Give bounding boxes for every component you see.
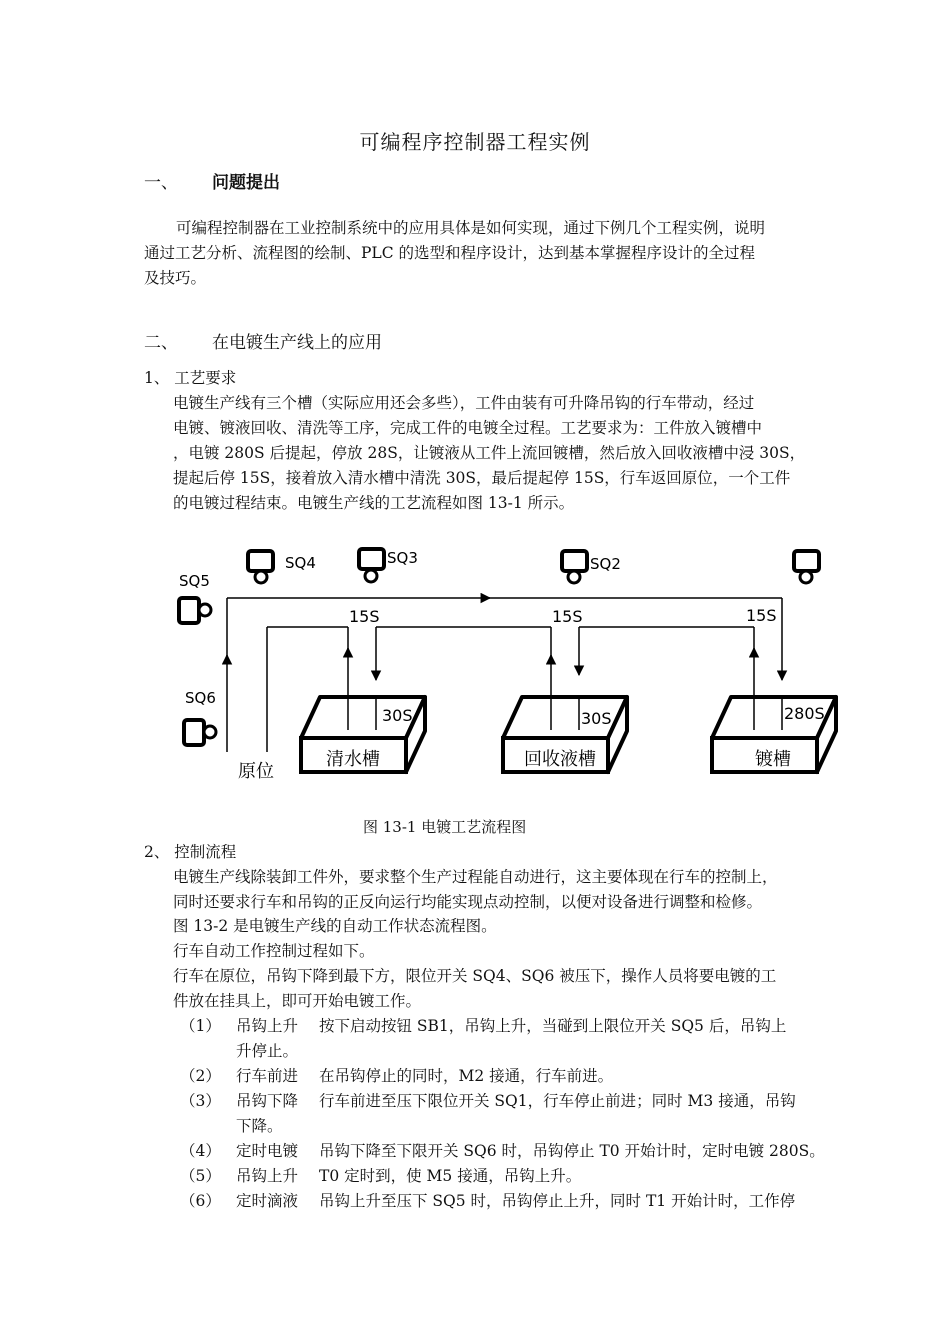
section1-heading: 问题提出 (212, 173, 280, 193)
recovery-time: 30S (581, 709, 612, 728)
plating-time: 280S (784, 704, 825, 723)
section1-number: 一、 (144, 173, 178, 193)
page-title: 可编程序控制器工程实例 (359, 130, 591, 154)
section1-line-2: 通过工艺分析、流程图的绘制、PLC 的选型和程序设计，达到基本掌握程序设计的全过程 (144, 244, 756, 262)
dwell-time-3: 15S (746, 606, 777, 625)
step-name: 行车前进 (236, 1067, 299, 1085)
origin-label: 原位 (238, 761, 274, 782)
sub1-line-4: 提起后停 15S，接着放入清水槽中清洗 30S，最后提起停 15S，行车返回原位，一个工件 (173, 469, 791, 487)
step-name: 吊钩下降 (236, 1092, 299, 1110)
sub2-line-5: 行车在原位，吊钩下降到最下方，限位开关 SQ4、SQ6 被压下，操作人员将要电镀的工 (173, 967, 777, 985)
label-sq6: SQ6 (185, 689, 216, 707)
step-description: T0 定时到，使 M5 接通，吊钩上升。 (319, 1167, 582, 1185)
step-number: （4） (180, 1142, 221, 1160)
dwell-time-2: 15S (552, 607, 583, 626)
subsection2-label: 2、 控制流程 (144, 843, 237, 861)
sub1-line-5: 的电镀过程结束。电镀生产线的工艺流程如图 13-1 所示。 (173, 494, 575, 512)
limit-switch-sq2-icon (562, 551, 587, 583)
label-sq2: SQ2 (590, 555, 621, 573)
limit-switch-sq6-icon (184, 720, 216, 745)
section2-heading: 在电镀生产线上的应用 (212, 333, 382, 353)
step-name: 定时电镀 (236, 1142, 299, 1160)
sub2-line-1: 电镀生产线除装卸工件外，要求整个生产过程能自动进行，这主要体现在行车的控制上， (173, 868, 778, 886)
label-sq4: SQ4 (285, 554, 316, 572)
step-continuation: 下降。 (236, 1117, 283, 1135)
section1-line-3: 及技巧。 (144, 269, 207, 287)
step-name: 吊钩上升 (236, 1167, 299, 1185)
limit-switch-sq3-icon (359, 549, 384, 582)
step-number: （2） (180, 1067, 221, 1085)
sub1-line-3: ，电镀 280S 后提起，停放 28S，让镀液从工件上流回镀槽，然后放入回收液槽中浸 30S， (173, 444, 806, 462)
step-number: （6） (180, 1192, 221, 1210)
step-name: 吊钩上升 (236, 1017, 299, 1035)
section1-line-1: 可编程控制器在工业控制系统中的应用具体是如何实现，通过下例几个工程实例，说明 (176, 219, 766, 237)
sub1-line-1: 电镀生产线有三个槽（实际应用还会多些），工件由装有可升降吊钩的行车带动，经过 (173, 394, 755, 412)
step-continuation: 升停止。 (236, 1042, 299, 1060)
section2-number: 二、 (144, 333, 178, 353)
limit-switch-sq1-icon (794, 551, 819, 583)
step-number: （3） (180, 1092, 221, 1110)
plating-tank-label: 镀槽 (755, 749, 791, 770)
step-description: 在吊钩停止的同时，M2 接通，行车前进。 (319, 1067, 614, 1085)
subsection1-label: 1、 工艺要求 (144, 369, 237, 387)
step-description: 按下启动按钮 SB1，吊钩上升，当碰到上限位开关 SQ5 后，吊钩上 (319, 1017, 787, 1035)
limit-switch-sq4-icon (248, 551, 273, 583)
sub2-line-4: 行车自动工作控制过程如下。 (173, 942, 375, 960)
sub2-line-3: 图 13-2 是电镀生产线的自动工作状态流程图。 (173, 917, 497, 935)
sub2-line-6: 件放在挂具上，即可开始电镀工作。 (173, 992, 422, 1010)
step-name: 定时滴液 (236, 1192, 299, 1210)
limit-switch-sq5-icon (179, 598, 211, 623)
sub2-line-2: 同时还要求行车和吊钩的正反向运行均能实现点动控制，以便对设备进行调整和检修。 (173, 893, 763, 911)
recovery-tank-label: 回收液槽 (524, 749, 596, 770)
label-sq5: SQ5 (179, 572, 210, 590)
rinse-tank-label: 清水槽 (326, 749, 380, 770)
step-number: （1） (180, 1017, 221, 1035)
sub1-line-2: 电镀、镀液回收、清洗等工序，完成工件的电镀全过程。工艺要求为：工件放入镀槽中 (173, 419, 763, 437)
label-sq3: SQ3 (387, 549, 418, 567)
rinse-time: 30S (382, 706, 413, 725)
dwell-time-1: 15S (349, 607, 380, 626)
figure-caption: 图 13-1 电镀工艺流程图 (363, 818, 527, 836)
step-description: 吊钩下降至下限开关 SQ6 时，吊钩停止 T0 开始计时，定时电镀 280S。 (319, 1142, 825, 1160)
process-flow-diagram (0, 540, 950, 800)
step-number: （5） (180, 1167, 221, 1185)
step-description: 吊钩上升至压下 SQ5 时，吊钩停止上升，同时 T1 开始计时，工作停 (319, 1192, 796, 1210)
step-description: 行车前进至压下限位开关 SQ1，行车停止前进；同时 M3 接通，吊钩 (319, 1092, 796, 1110)
